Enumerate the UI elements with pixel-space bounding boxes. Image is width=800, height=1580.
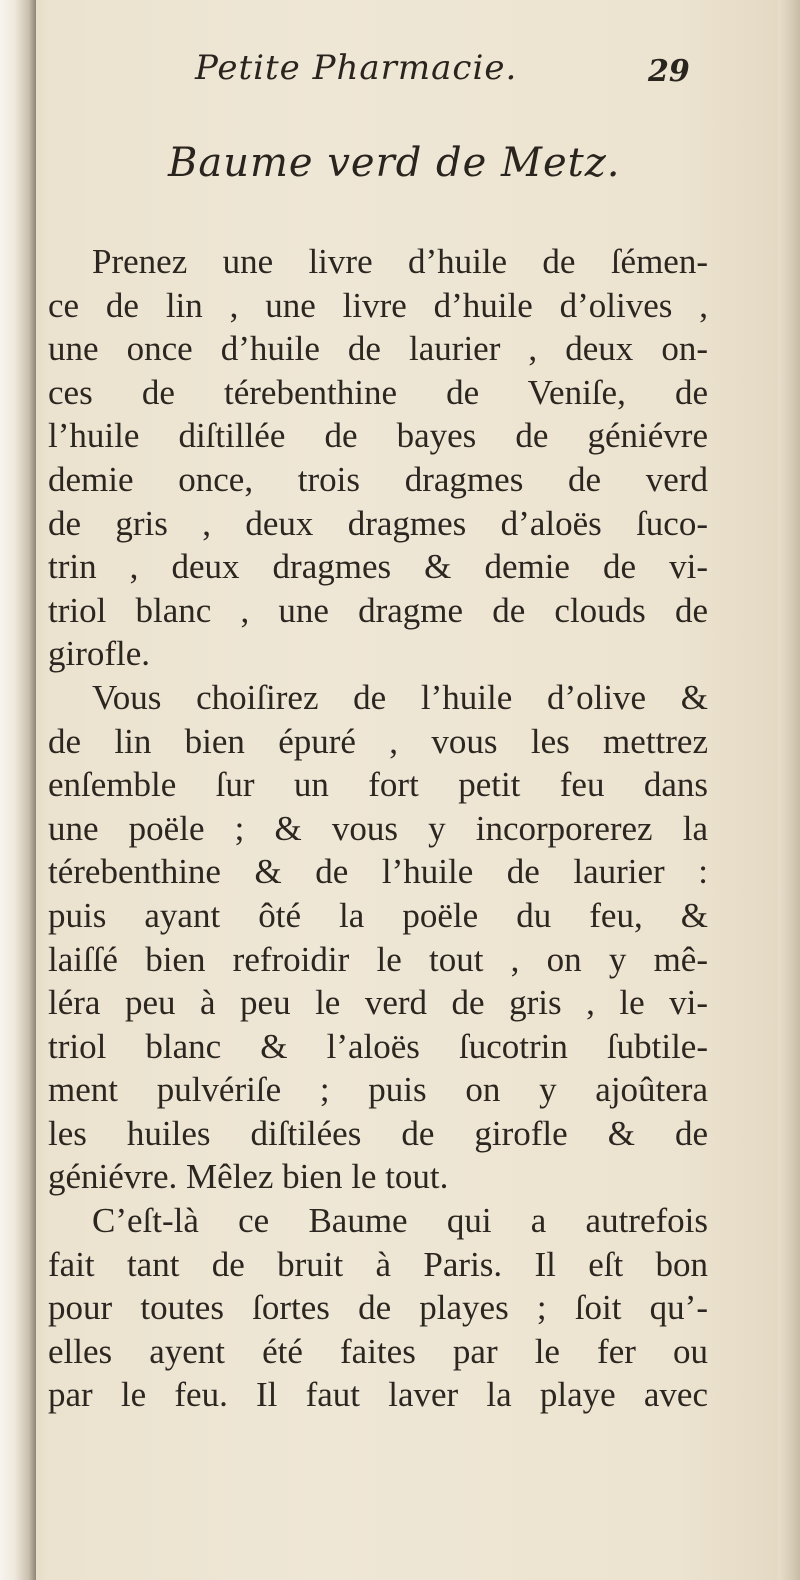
text-line: trin , deux dragmes & demie de vi- — [48, 547, 708, 587]
text-line: de gris , deux dragmes d’aloës ſuco- — [48, 503, 708, 543]
text-line: léra peu à peu le verd de gris , le vi- — [48, 983, 708, 1023]
text-line: girofle. — [48, 634, 151, 674]
body-text — [48, 240, 708, 1417]
text-line: une poële ; & vous y incorporerez la — [48, 808, 708, 848]
text-line: elles ayent été faites par le fer ou — [48, 1331, 708, 1371]
running-header: Petite Pharmacie. — [195, 48, 518, 88]
text-line: triol blanc & l’aloës ſucotrin ſubtile- — [48, 1026, 708, 1066]
text-line: fait tant de bruit à Paris. Il eſt bon — [48, 1244, 708, 1284]
text-line: les huiles diſtilées de girofle & de — [48, 1113, 708, 1153]
text-line: puis ayant ôté la poële du feu, & — [48, 895, 708, 935]
text-line: enſemble ſur un fort petit feu dans — [48, 765, 708, 805]
section-title: Baume verd de Metz. — [168, 140, 621, 186]
page-gutter-shadow — [0, 0, 36, 1580]
text-line: l’huile diſtillée de bayes de géniévre — [48, 416, 708, 456]
text-line: térebenthine & de l’huile de laurier : — [48, 852, 708, 892]
text-line: demie once, trois dragmes de verd — [48, 459, 708, 499]
text-line: laiſſé bien refroidir le tout , on y mê- — [48, 939, 708, 979]
page-edge — [778, 0, 800, 1580]
text-line: par le feu. Il faut laver la playe avec — [48, 1375, 708, 1415]
text-line: ment pulvériſe ; puis on y ajoûtera — [48, 1070, 708, 1110]
text-line: ce de lin , une livre d’huile d’olives , — [48, 285, 708, 325]
text-line: une once d’huile de laurier , deux on- — [48, 329, 708, 369]
text-line: de lin bien épuré , vous les mettrez — [48, 721, 708, 761]
page-number: 29 — [648, 54, 690, 89]
text-line: géniévre. Mêlez bien le tout. — [48, 1157, 449, 1197]
text-line: Vous choiſirez de l’huile d’olive & — [92, 677, 708, 717]
text-line: Prenez une livre d’huile de ſémen- — [92, 242, 708, 281]
text-line: triol blanc , une dragme de clouds de — [48, 590, 708, 630]
text-line: pour toutes ſortes de playes ; ſoit qu’- — [48, 1288, 708, 1328]
text-line: ces de térebenthine de Veniſe, de — [48, 372, 708, 412]
text-line: C’eſt-là ce Baume qui a autrefois — [92, 1201, 708, 1241]
